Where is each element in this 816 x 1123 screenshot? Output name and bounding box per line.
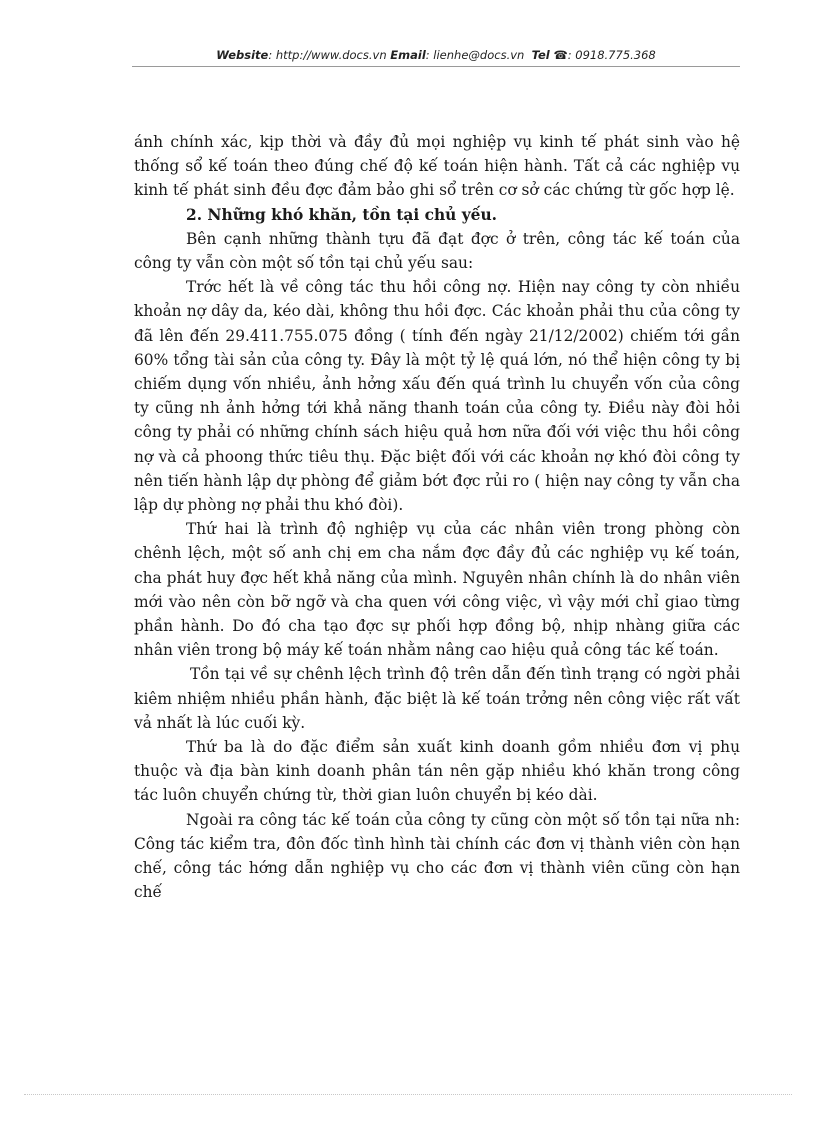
email-value: : lienhe@docs.vn (425, 48, 525, 62)
page-header (132, 48, 740, 62)
tel-value: : 0918.775.368 (567, 48, 656, 62)
email-label: Email (390, 48, 426, 62)
document-body (134, 130, 740, 905)
paragraph-3: Trớc hết là về công tác thu hồi công nợ. Hiện nay công ty còn nhiều khoản nợ dây da, kéo dài, không thu hồi đợc. Các khoản phải thu của công ty đã lên đến 29.411.755.075 đồng ( tính đến ngày 21/12/2002) chiếm tới gần 60% tổng tài sản của công ty. Đây là một tỷ lệ quá lớn, nó thể hiện công ty bị chiếm dụng vốn nhiều, ảnh hởng xấu đến quá trình lu chuyển vốn của công ty cũng nh ảnh hởng tới khả năng thanh toán của công ty. Điều này đòi hỏi công ty phải có những chính sách hiệu quả hơn nữa đối với việc thu hồi công nợ và cả phoong thức tiêu thụ. Đặc biệt đối với các khoản nợ khó đòi công ty nên tiến hành lập dự phòng để giảm bớt đợc rủi ro ( hiện nay công ty vẫn cha lập dự phòng nợ phải thu khó đòi). (134, 278, 740, 515)
paragraph-6: Thứ ba là do đặc điểm sản xuất kinh doanh gồm nhiều đơn vị phụ thuộc và địa bàn kinh doanh phân tán nên gặp nhiều khó khăn trong công tác luôn chuyển chứng từ, thời gian luôn chuyển bị kéo dài. (134, 738, 740, 805)
header-divider (132, 66, 740, 67)
website-label: Website (216, 48, 269, 62)
paragraph-4: Thứ hai là trình độ nghiệp vụ của các nhân viên trong phòng còn chênh lệch, một số anh chị em cha nắm đợc đầy đủ các nghiệp vụ kế toán, cha phát huy đợc hết khả năng của mình. Nguyên nhân chính là do nhân viên mới vào nên còn bỡ ngỡ và cha quen với công việc, vì vậy mới chỉ giao từng phần hành. Do đó cha tạo đợc sự phối hợp đồng bộ, nhịp nhàng giữa các nhân viên trong bộ máy kế toán nhằm nâng cao hiệu quả công tác kế toán. (134, 520, 740, 660)
paragraph-1: ánh chính xác, kịp thời và đầy đủ mọi nghiệp vụ kinh tế phát sinh vào hệ thống sổ kế toán theo đúng chế độ kế toán hiện hành. Tất cả các nghiệp vụ kinh tế phát sinh đều đợc đảm bảo ghi sổ trên cơ sở các chứng từ gốc hợp lệ. (134, 133, 740, 200)
website-value: : http://www.docs.vn (268, 48, 387, 62)
footer-divider (24, 1094, 792, 1095)
section-heading: 2. Những khó khăn, tồn tại chủ yếu. (186, 205, 497, 224)
paragraph-7: Ngoài ra công tác kế toán của công ty cũng còn một số tồn tại nữa nh: Công tác kiểm tra, đôn đốc tình hình tài chính các đơn vị thành viên còn hạn chế, công tác hớng dẫn nghiệp vụ cho các đơn vị thành viên cũng còn hạn chế (134, 810, 740, 902)
tel-label: Tel (531, 48, 550, 62)
paragraph-5: Tồn tại về sự chênh lệch trình độ trên dẫn đến tình trạng có ngời phải kiêm nhiệm nhiều phần hành, đặc biệt là kế toán trởng nên công việc rất vất vả nhất là lúc cuối kỳ. (134, 665, 740, 732)
paragraph-2: Bên cạnh những thành tựu đã đạt đợc ở trên, công tác kế toán của công ty vẫn còn một số tồn tại chủ yếu sau: (134, 229, 740, 273)
phone-icon: ☎ (553, 48, 568, 62)
